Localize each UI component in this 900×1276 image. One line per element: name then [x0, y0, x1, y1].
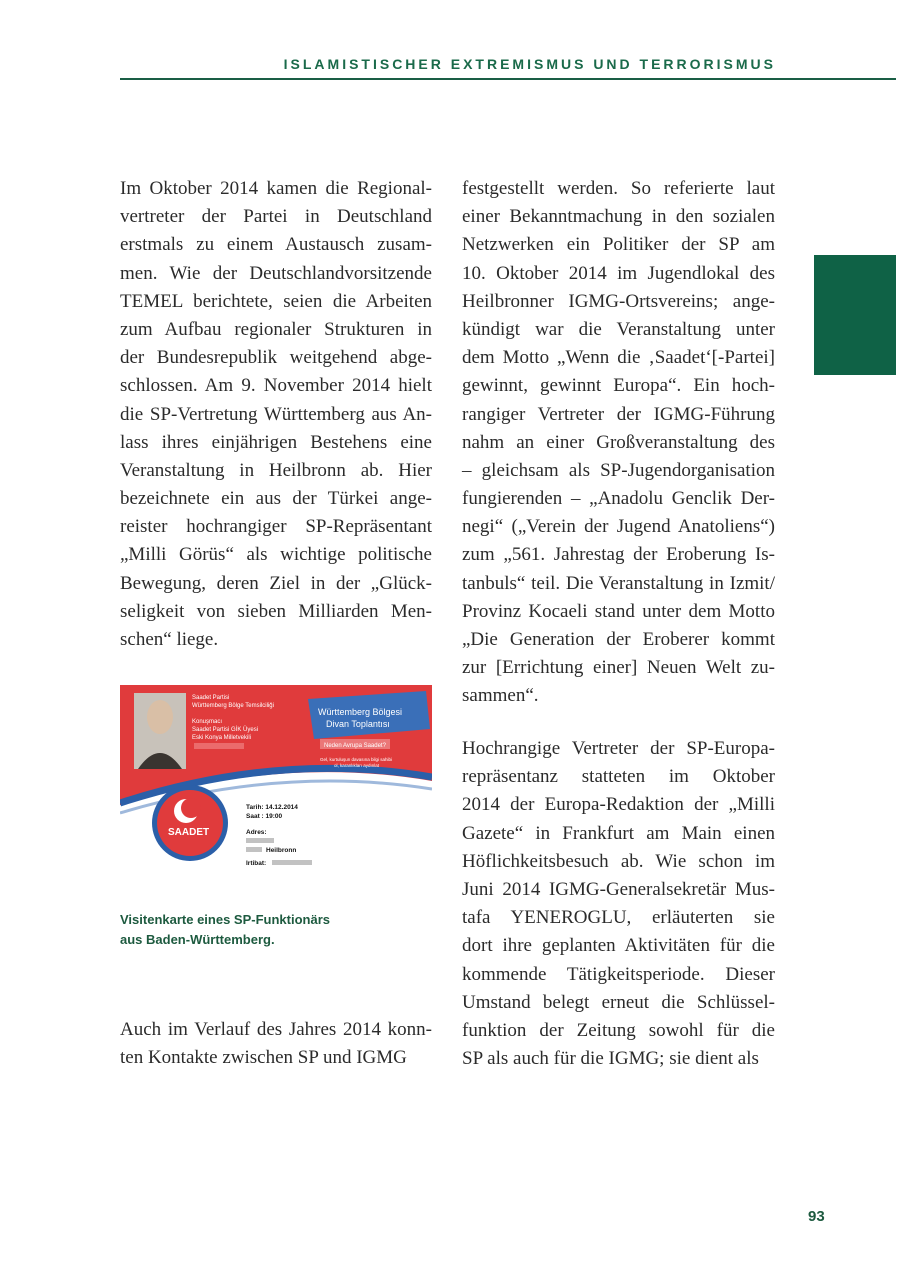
- text-line: bezeichnete ein aus der Türkei ange-: [120, 488, 432, 510]
- text-line: festgestellt werden. So referierte laut: [462, 178, 775, 199]
- caption-line-1: Visitenkarte eines SP-Funktionärs: [120, 912, 330, 927]
- text-line: Heilbronner IGMG-Ortsvereins; ange-: [462, 290, 775, 312]
- text-line: zum Aufbau regionaler Strukturen in: [120, 318, 432, 340]
- card-slogan-line1: Gel, kurtuluşun davasına bilgi sahibi: [320, 757, 393, 762]
- text-line: dort ihre geplanten Aktivitäten für die: [462, 935, 775, 957]
- chapter-tab: [814, 255, 896, 375]
- card-time: Saat : 19:00: [246, 813, 283, 820]
- business-card-drawing: [120, 685, 432, 875]
- text-line: negi“ („Verein der Jugend Anatoliens“): [462, 516, 775, 538]
- portrait-face: [147, 700, 173, 734]
- text-line: vertreter der Partei in Deutschland: [120, 206, 432, 228]
- text-line: „Die Generation der Eroberer kommt: [462, 629, 775, 650]
- text-line: 10. Oktober 2014 im Jugendlokal des: [462, 262, 775, 284]
- moon-cutout: [181, 798, 201, 818]
- left-column-text: [120, 175, 432, 654]
- card-logo-text: SAADET: [168, 827, 210, 838]
- text-line: TEMEL berichtete, seien die Arbeiten: [120, 290, 432, 312]
- card-motto: Neden Avrupa Saadet?: [324, 743, 386, 749]
- right-column-second-paragraph: [462, 735, 775, 1073]
- right-column-text: [462, 175, 775, 711]
- caption-line-2: aus Baden-Württemberg.: [120, 932, 275, 947]
- card-contact-label: Irtibat:: [246, 860, 267, 867]
- card-speaker-line1: Saadet Partisi GİK Üyesi: [192, 727, 259, 733]
- text-line: funktion der Zeitung sowohl für die: [462, 1019, 775, 1041]
- text-line: repräsentanz statteten im Oktober: [462, 766, 775, 788]
- text-line: rangiger Vertreter der IGMG-Führung: [462, 403, 775, 425]
- text-line: SP als auch für die IGMG; sie dient als: [462, 1048, 759, 1070]
- text-line: gewinnt, gewinnt Europa“. Ein hoch-: [462, 375, 775, 397]
- text-line: Netzwerken ein Politiker der SP am: [462, 234, 775, 256]
- text-line: – gleichsam als SP-Jugendorganisation: [462, 459, 775, 481]
- text-line: einer Bekanntmachung in den sozialen: [462, 206, 775, 228]
- text-line: 2014 der Europa-Redaktion der „Milli: [462, 794, 775, 816]
- text-line: fungierenden – „Anadolu Genclik Der-: [462, 488, 775, 510]
- text-line: der Bundesrepublik weitgehend abge-: [120, 347, 432, 369]
- card-header-line1: Saadet Partisi: [192, 695, 230, 701]
- text-line: Im Oktober 2014 kamen die Regional-: [120, 178, 432, 199]
- text-line: „Milli Görüs“ als wichtige politische: [120, 544, 432, 566]
- text-line: Gazete“ in Frankfurt am Main einen: [462, 822, 775, 844]
- card-speaker-line2: Eski Konya Milletvekili: [192, 735, 252, 741]
- blurred-street: [246, 838, 274, 843]
- business-card-image: [120, 685, 432, 875]
- text-line: Auch im Verlauf des Jahres 2014 konn-: [120, 1019, 432, 1040]
- card-date: Tarih: 14.12.2014: [246, 804, 298, 811]
- text-line: men. Wie der Deutschlandvorsitzende: [120, 262, 432, 284]
- text-line: schen“ liege.: [120, 629, 219, 650]
- text-line: lass ihres einjährigen Bestehens eine: [120, 431, 432, 453]
- page-number: 93: [808, 1208, 825, 1225]
- blurred-phone: [272, 860, 312, 865]
- text-line: die SP-Vertretung Württemberg aus An-: [120, 403, 432, 425]
- figure-caption: [120, 910, 440, 950]
- card-address-label: Adres:: [246, 829, 267, 836]
- running-header: [120, 56, 896, 80]
- text-line: zum „561. Jahrestag der Eroberung Is-: [462, 544, 775, 566]
- card-header-line2: Württemberg Bölge Temsilciliği: [192, 703, 274, 709]
- header-title: ISLAMISTISCHER EXTREMISMUS UND TERRORISMUS: [283, 56, 776, 72]
- text-line: tafa YENEROGLU, erläuterten sie: [462, 907, 775, 929]
- text-line: kommende Tätigkeitsperiode. Dieser: [462, 963, 775, 985]
- text-line: Bewegung, deren Ziel in der „Glück-: [120, 572, 432, 594]
- card-banner-line2: Divan Toplantısı: [326, 719, 390, 729]
- text-line: reister hochrangiger SP-Repräsentant: [120, 516, 432, 538]
- blurred-postcode: [246, 847, 262, 852]
- text-line: tanbuls“ teil. Die Veranstaltung in Izmit/: [462, 572, 775, 594]
- text-line: erstmals zu einem Austausch zusam-: [120, 234, 432, 256]
- text-line: nahm an einer Großveranstaltung des: [462, 431, 775, 453]
- text-line: schlossen. Am 9. November 2014 hielt: [120, 375, 432, 397]
- text-line: Provinz Kocaeli stand unter dem Motto: [462, 600, 775, 622]
- text-line: sammen“.: [462, 685, 539, 707]
- text-line: Juni 2014 IGMG-Generalsekretär Mus-: [462, 878, 775, 900]
- text-line: seligkeit von sieben Milliarden Men-: [120, 600, 432, 622]
- card-slogan-line2: ol, karanlıkları aydınlat: [334, 763, 380, 768]
- card-speaker-label: Konuşmacı: [192, 719, 223, 725]
- text-line: zur [Errichtung einer] Neuen Welt zu-: [462, 657, 775, 679]
- text-line: Veranstaltung in Heilbronn ab. Hier: [120, 459, 432, 481]
- blurred-name: [194, 743, 244, 749]
- card-banner-line1: Württemberg Bölgesi: [318, 707, 403, 717]
- card-city: Heilbronn: [266, 847, 297, 854]
- text-line: ten Kontakte zwischen SP und IGMG: [120, 1047, 407, 1069]
- text-line: Umstand belegt erneut die Schlüssel-: [462, 991, 775, 1013]
- text-line: Höflichkeitsbesuch ab. Wie schon im: [462, 850, 775, 872]
- text-line: Hochrangige Vertreter der SP-Europa-: [462, 738, 775, 759]
- left-column-bottom-text: [120, 1016, 432, 1072]
- text-line: kündigt war die Veranstaltung unter: [462, 318, 775, 340]
- text-line: dem Motto „Wenn die ‚Saadet‘[-Partei]: [462, 347, 775, 369]
